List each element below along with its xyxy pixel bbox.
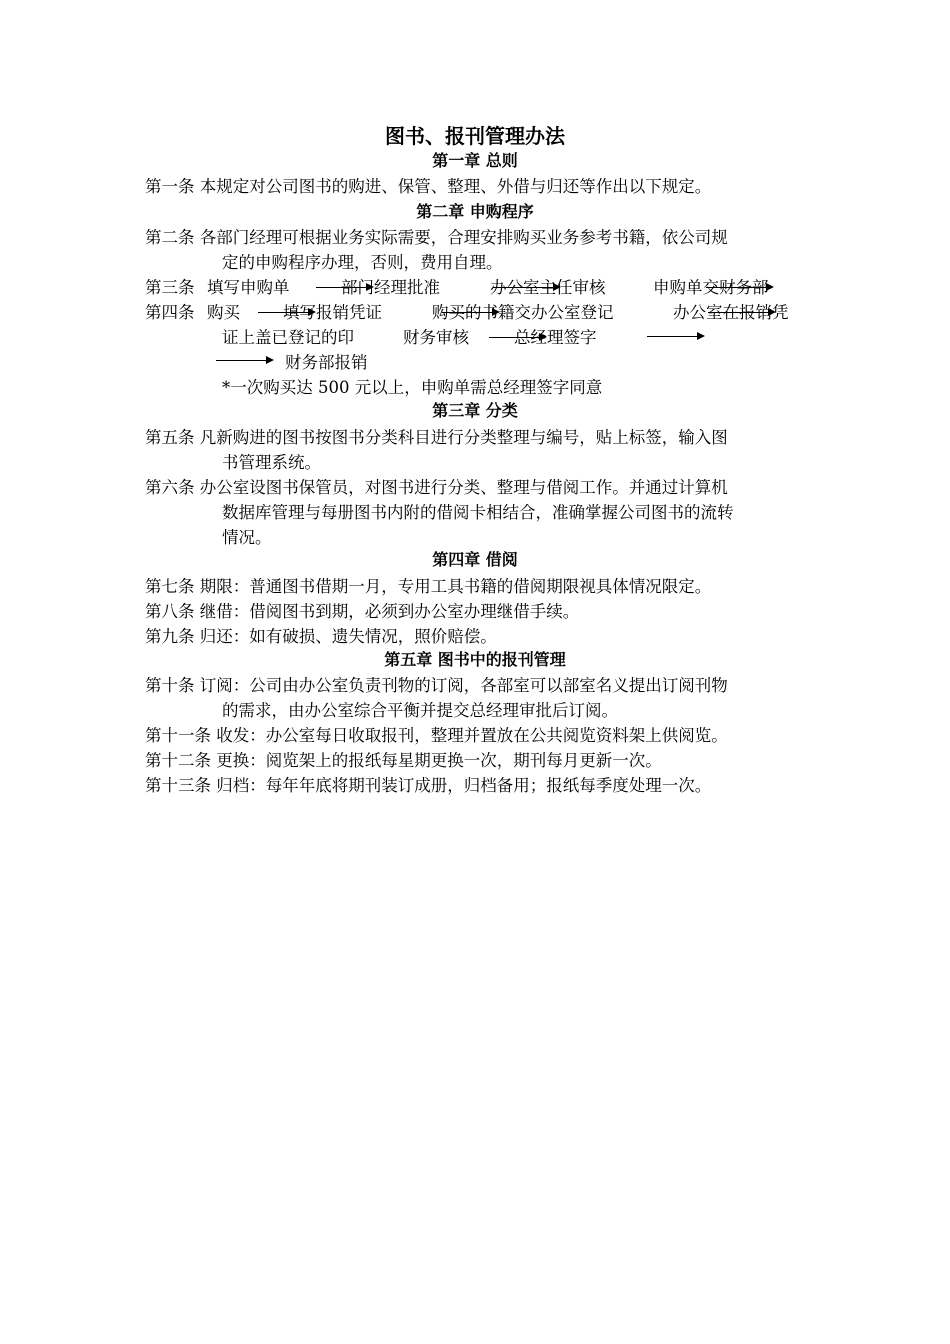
- article-1: [145, 174, 711, 199]
- article-text: 凡新购进的图书按图书分类科目进行分类整理与编号，贴上标签，输入图: [199, 428, 728, 447]
- article-number: 第八条: [145, 602, 195, 621]
- article-number: 第十二条: [145, 751, 211, 770]
- article-text: 收发：办公室每日收取报刊，整理并置放在公共阅览资料架上供阅览。: [216, 726, 728, 745]
- flow-step: 填写报销凭证: [283, 303, 382, 322]
- article-number: 第一条: [145, 177, 195, 196]
- article-10-line-1: [145, 673, 728, 698]
- article-8: [145, 599, 579, 624]
- article-number: 第十一条: [145, 726, 211, 745]
- flow-step: 部门经理批准: [341, 278, 440, 297]
- article-number: 第二条: [145, 228, 195, 247]
- article-10-line-2: 的需求，由办公室综合平衡并提交总经理审批后订阅。: [222, 701, 618, 720]
- article-6-line-1: [145, 475, 728, 500]
- article-text: 归档：每年年底将期刊装订成册，归档备用；报纸每季度处理一次。: [216, 776, 712, 795]
- chapter-1-heading: 第一章 总则: [432, 151, 518, 170]
- article-11: [145, 723, 728, 748]
- flow-step: 购买: [207, 303, 240, 322]
- flow-step: 财务部报销: [285, 353, 368, 372]
- flow-arrow: [216, 360, 272, 361]
- article-2-line-1: [145, 225, 728, 250]
- flow-step: 证上盖已登记的印: [222, 328, 354, 347]
- article-number: 第五条: [145, 428, 195, 447]
- article-text: 各部门经理可根据业务实际需要，合理安排购买业务参考书籍，依公司规: [199, 228, 728, 247]
- article-2-line-2: 定的申购程序办理，否则，费用自理。: [222, 253, 503, 272]
- article-text: 期限：普通图书借期一月，专用工具书籍的借阅期限视具体情况限定。: [199, 577, 712, 596]
- article-number: 第七条: [145, 577, 195, 596]
- article-5-line-2: 书管理系统。: [222, 453, 321, 472]
- article-text: 办公室设图书保管员，对图书进行分类、整理与借阅工作。并通过计算机: [199, 478, 728, 497]
- article-13: [145, 773, 711, 798]
- flow-step: 总经理签字: [514, 328, 597, 347]
- article-text: 本规定对公司图书的购进、保管、整理、外借与归还等作出以下规定。: [199, 177, 712, 196]
- article-9: [145, 624, 497, 649]
- article-5-line-1: [145, 425, 728, 450]
- article-4-note: *一次购买达 500 元以上，申购单需总经理签字同意: [222, 378, 603, 397]
- article-6-line-2: 数据库管理与每册图书内附的借阅卡相结合，准确掌握公司图书的流转: [222, 503, 734, 522]
- article-6-line-3: 情况。: [222, 528, 272, 547]
- chapter-4-heading: 第四章 借阅: [432, 550, 518, 569]
- article-text: 订阅：公司由办公室负责刊物的订阅，各部室可以部室名义提出订阅刊物: [199, 676, 728, 695]
- article-3-number: 第三条: [145, 278, 195, 297]
- article-12: [145, 748, 662, 773]
- flow-step: 申购单交财务部: [653, 278, 769, 297]
- article-4-number: 第四条: [145, 303, 195, 322]
- article-number: 第六条: [145, 478, 195, 497]
- chapter-2-heading: 第二章 申购程序: [416, 202, 534, 221]
- article-number: 第九条: [145, 627, 195, 646]
- flow-step: 办公室在报销凭: [673, 303, 789, 322]
- article-number: 第十条: [145, 676, 195, 695]
- article-text: 更换：阅览架上的报纸每星期更换一次，期刊每月更新一次。: [216, 751, 662, 770]
- article-text: 归还：如有破损、遗失情况，照价赔偿。: [199, 627, 497, 646]
- article-number: 第十三条: [145, 776, 211, 795]
- flow-step: 购买的书籍交办公室登记: [432, 303, 614, 322]
- chapter-5-heading: 第五章 图书中的报刊管理: [384, 650, 566, 669]
- article-7: [145, 574, 711, 599]
- flow-step: 填写申购单: [207, 278, 290, 297]
- article-text: 继借：借阅图书到期，必须到办公室办理继借手续。: [199, 602, 580, 621]
- chapter-3-heading: 第三章 分类: [432, 401, 518, 420]
- flow-step: 办公室主任审核: [490, 278, 606, 297]
- document-title: 图书、报刊管理办法: [385, 124, 565, 148]
- flow-arrow: [647, 336, 703, 337]
- flow-step: 财务审核: [403, 328, 469, 347]
